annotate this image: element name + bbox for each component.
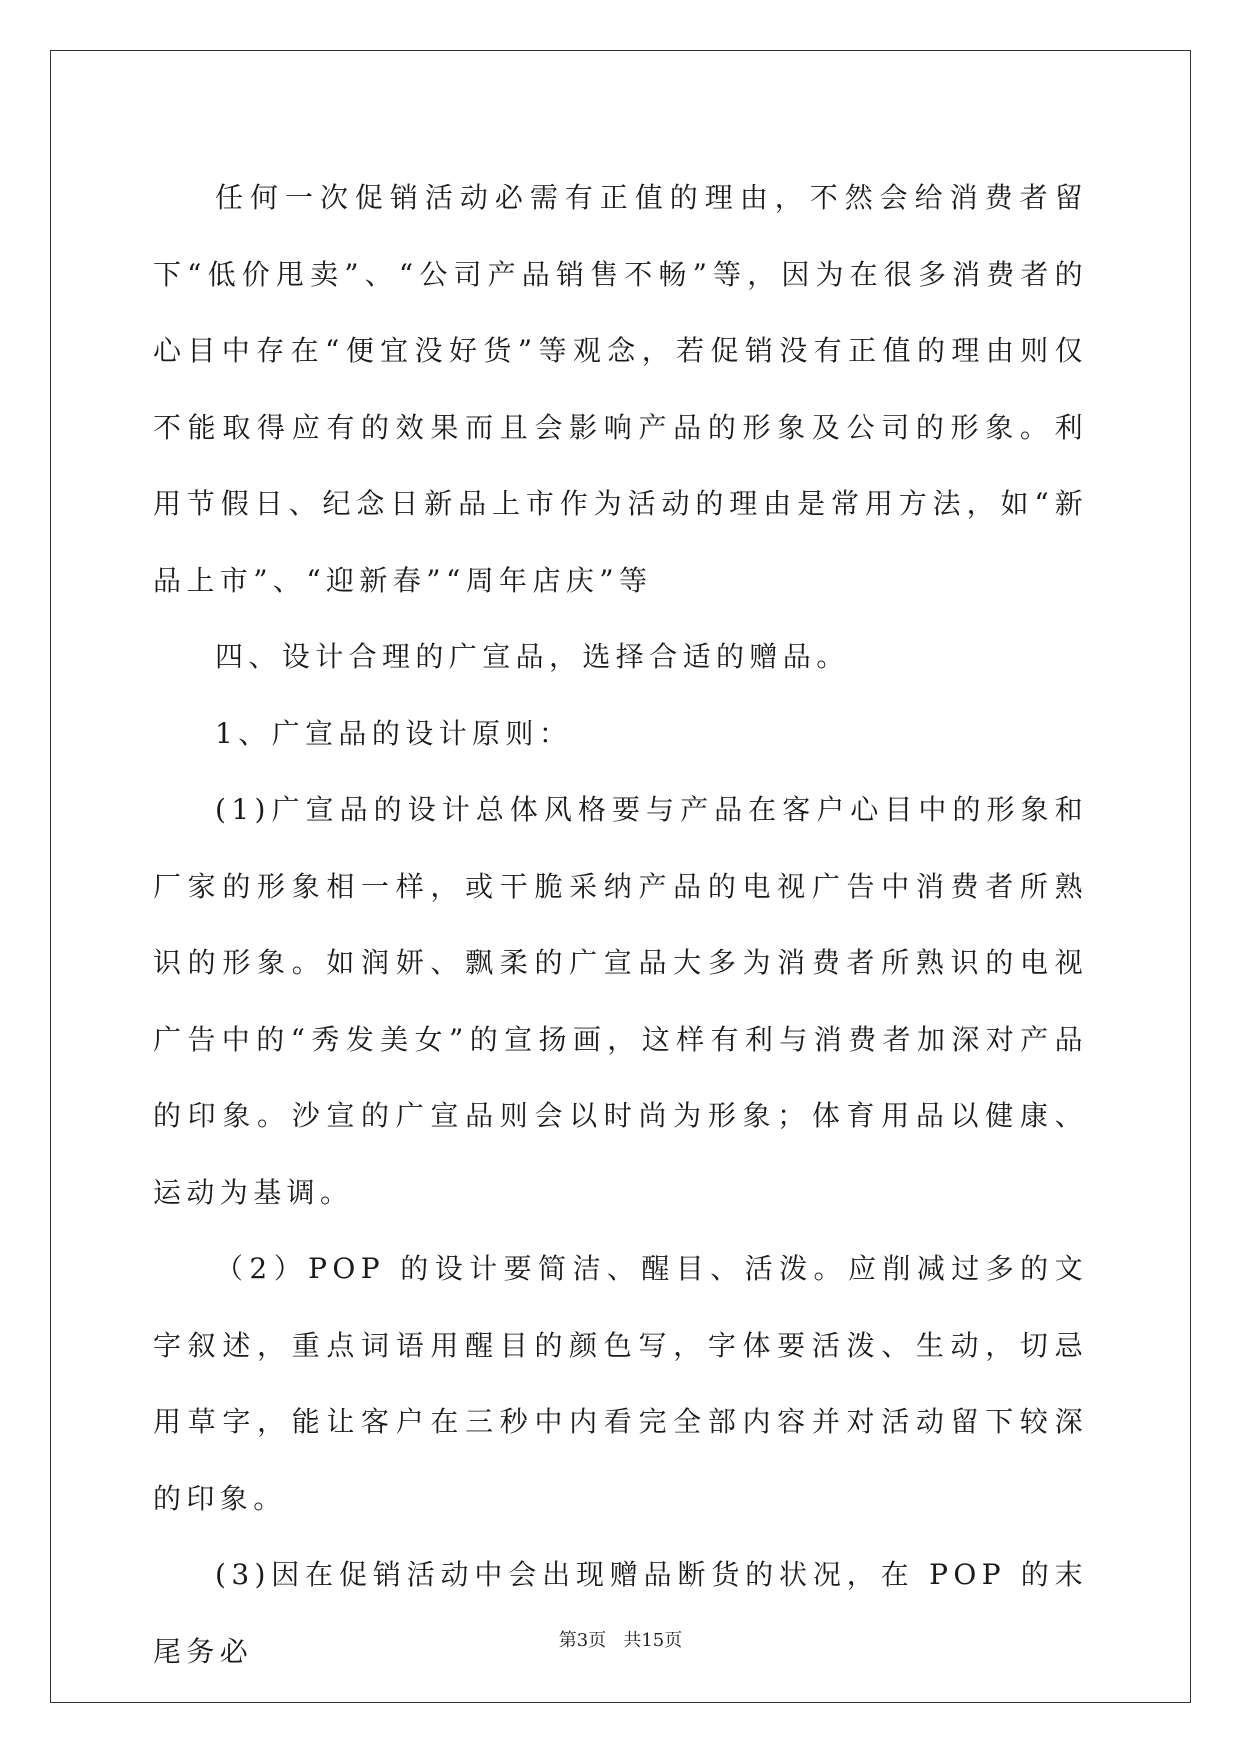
paragraph-promotion-reason: 任何一次促销活动必需有正值的理由，不然会给消费者留下“低价甩卖”、“公司产品销售不畅”等，因为在很多消费者的心目中存在“便宜没好货”等观念，若促销没有正值的理由则仅不能取得应有的效果而且会影响产品的形象及公司的形象。利用节假日、纪念日新品上市作为活动的理由是常用方法，如“新品上市”、“迎新春”“周年店庆”等 [153, 181, 1088, 597]
page-number: 第3页 共15页 [558, 1630, 683, 1651]
paragraph-pop-design: （2）POP 的设计要简洁、醒目、活泼。应削减过多的文字叙述，重点词语用醒目的颜色写，字体要活泼、生动，切忌用草字，能让客户在三秒中内看完全部内容并对活动留下较深的印象。 [153, 1252, 1088, 1515]
document-body [153, 160, 1088, 1690]
paragraph-design-style: (1)广宣品的设计总体风格要与产品在客户心目中的形象和厂家的形象相一样，或干脆采纳产品的电视广告中消费者所熟识的形象。如润妍、飘柔的广宣品大多为消费者所熟识的电视广告中的“秀发美女”的宣扬画，这样有利与消费者加深对产品的印象。沙宣的广宣品则会以时尚为形象；体育用品以健康、运动为基调。 [153, 793, 1088, 1209]
subsection-heading-1: 1、广宣品的设计原则： [215, 716, 573, 750]
paragraph-gift-stockout: (3)因在促销活动中会出现赠品断货的状况，在 POP 的末尾务必 [153, 1558, 1088, 1668]
section-heading-4: 四、设计合理的广宣品，选择合适的赠品。 [215, 640, 850, 673]
